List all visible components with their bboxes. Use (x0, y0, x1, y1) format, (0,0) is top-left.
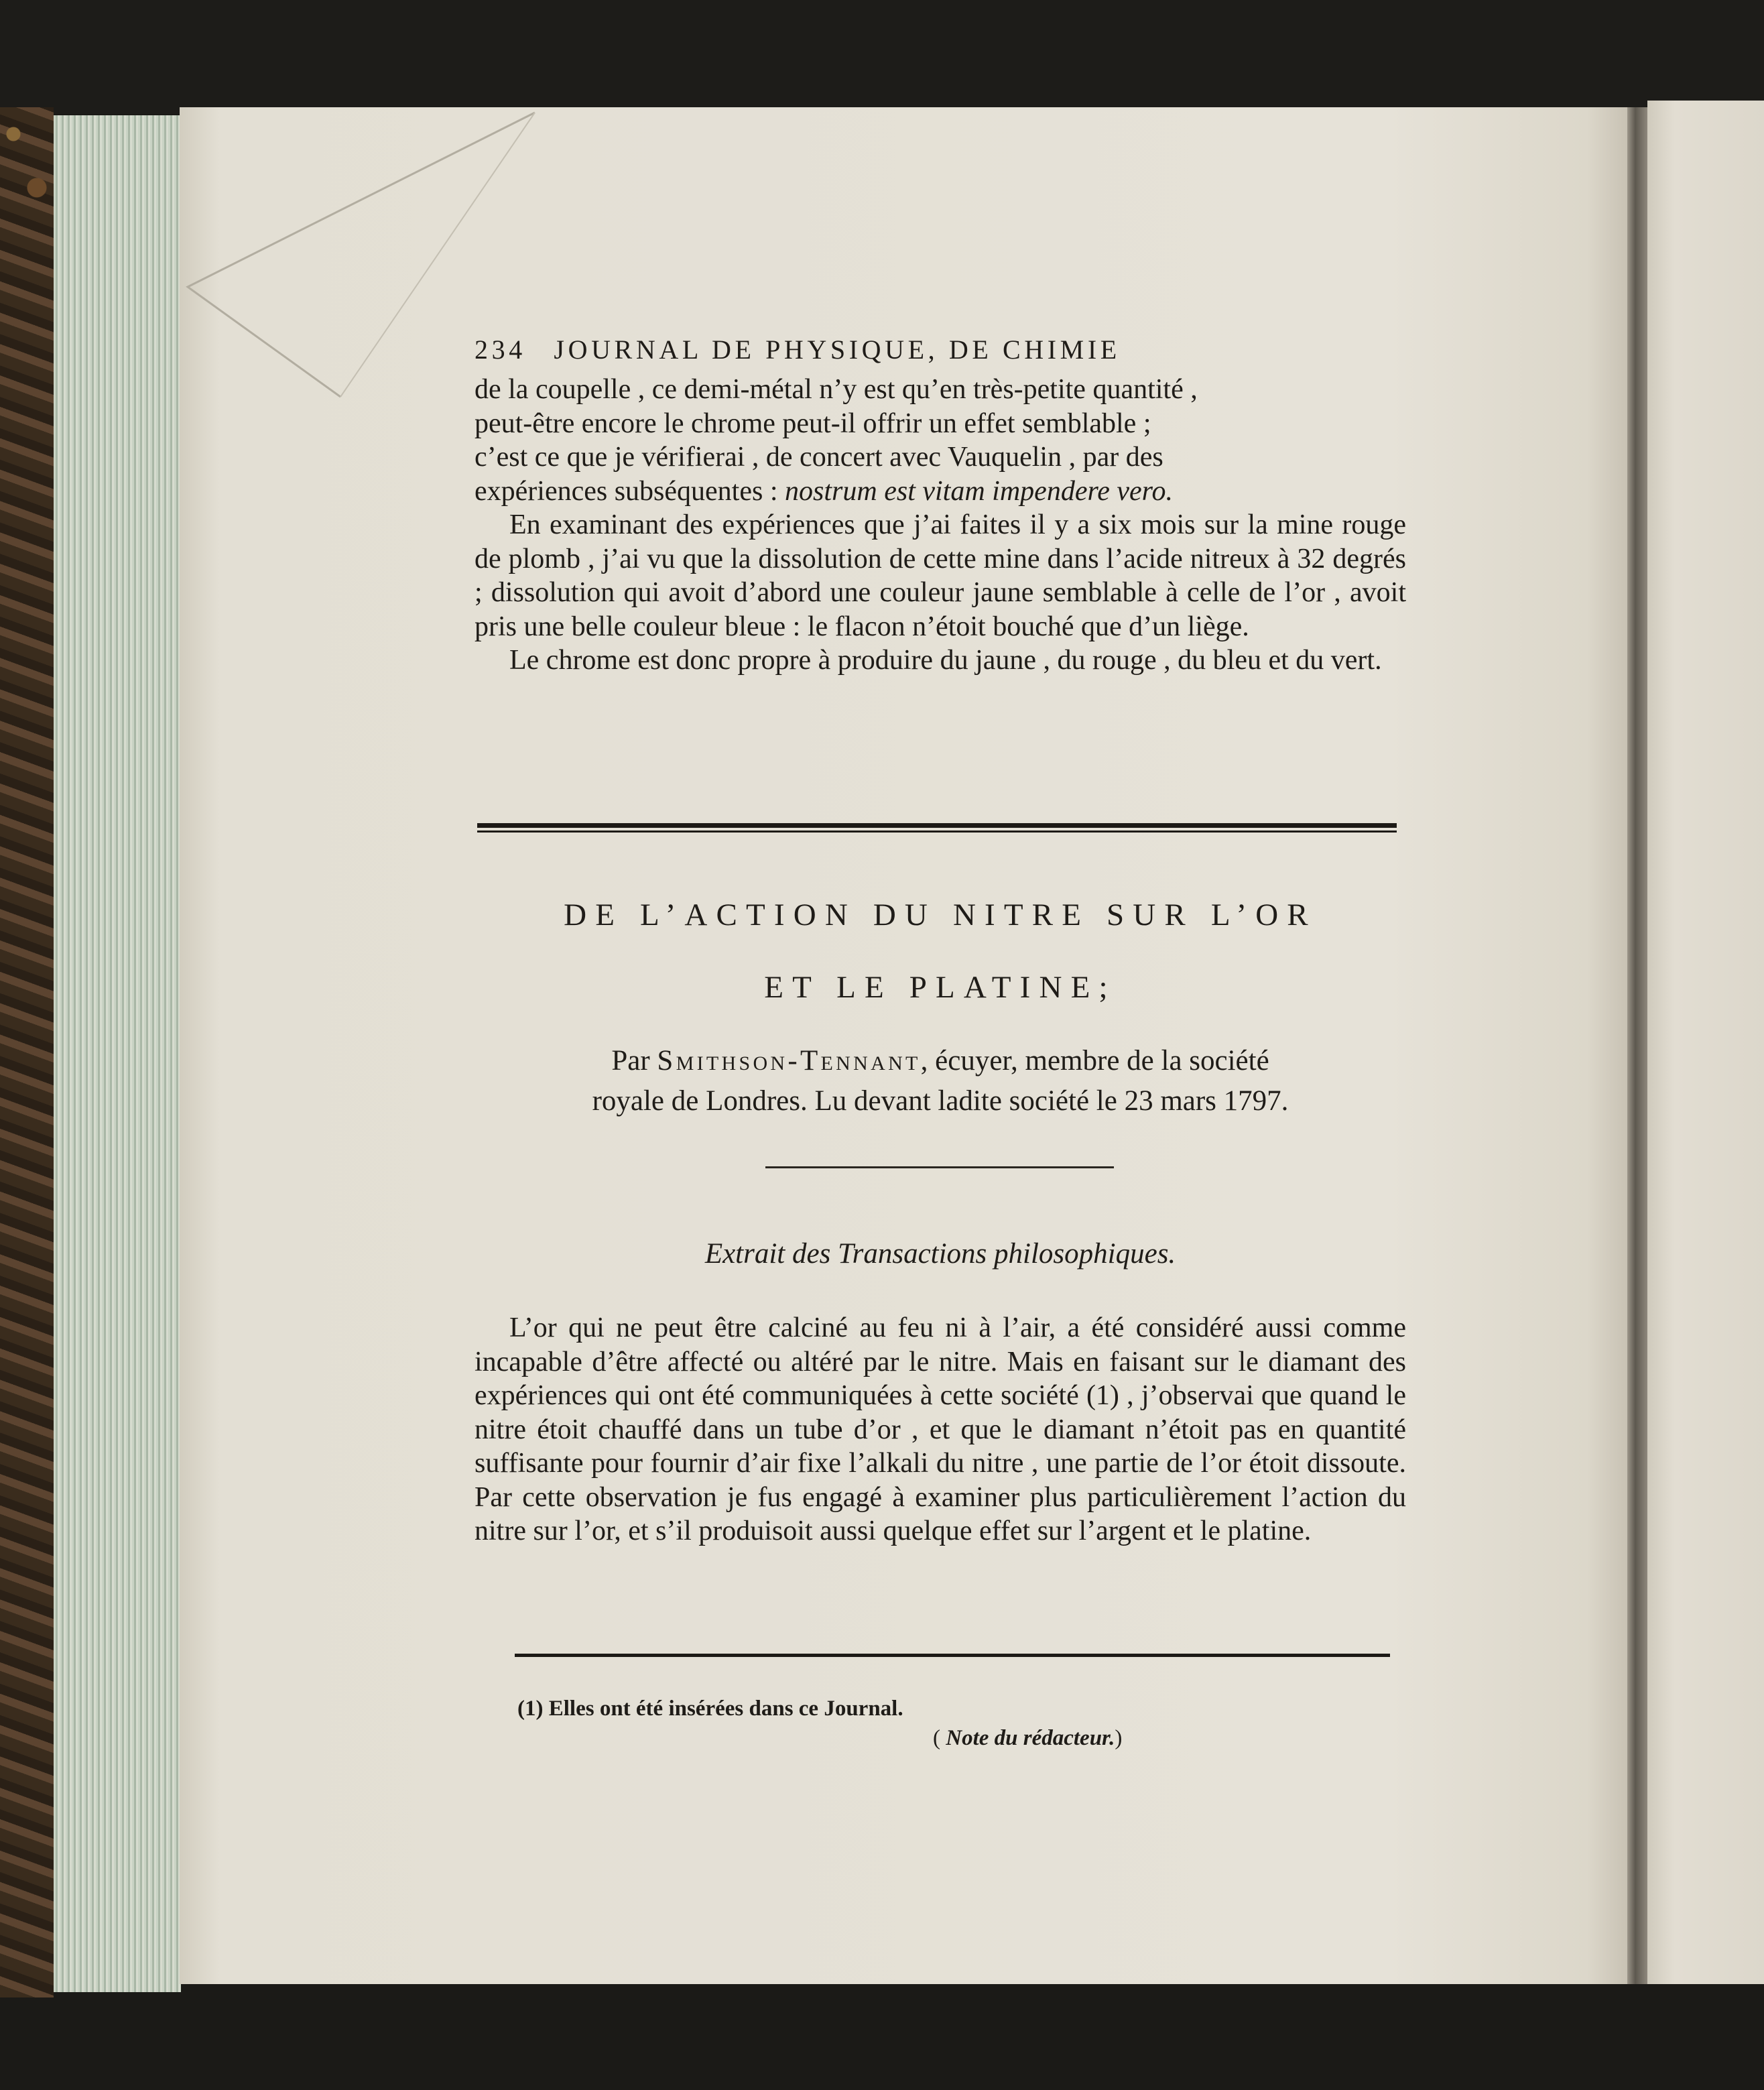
text-line: c’est ce que je vérifierai , de concert avec Vauquelin , par des (475, 442, 1163, 473)
paragraph: Le chrome est donc propre à produire du jaune , du rouge , du bleu et du vert. (509, 645, 1382, 676)
journal-title: JOURNAL DE PHYSIQUE, DE CHIMIE (554, 334, 1121, 365)
editor-note (933, 1723, 1389, 1753)
running-head (475, 334, 1299, 367)
short-divider (765, 1166, 1114, 1168)
page-edges (54, 115, 181, 1992)
editor-note-close: ) (1115, 1726, 1123, 1750)
byline-text-1: , écuyer, membre de la société (920, 1045, 1269, 1077)
byline (475, 1041, 1406, 1121)
editor-note-text: Note du rédacteur. (946, 1726, 1115, 1750)
book-gutter (1627, 107, 1647, 1984)
article-subtitle: Extrait des Transactions philosophiques. (704, 1238, 1176, 1270)
paragraph: L’or qui ne peut être calciné au feu ni à l’air, a été considéré aussi comme incapable d’être affecté ou altéré par le nitre. Mais en faisant sur le diamant des expériences qui ont été communiquées à cette société (1) , j’observai que quand le nitre étoit chauffé dans un tube d’or , et que le diamant n’étoit pas en quantité suffisante pour fournir d’air fixe l’alkali du nitre , une partie de l’or étoit dissoute. Par cette observation je fus engagé à examiner plus particulièrement l’action du nitre sur l’or, et s’il produisoit aussi quelque effet sur l’argent et le platine. (475, 1312, 1406, 1546)
text-line: de la coupelle , ce demi-métal n’y est qu’en très-petite quantité , (475, 374, 1198, 405)
footnote-text: (1) Elles ont été insérées dans ce Journal. (517, 1697, 903, 1721)
text-line (475, 475, 1406, 509)
latin-motto: nostrum est vitam impendere vero. (785, 475, 1173, 507)
byline-prefix: Par (611, 1045, 650, 1077)
marbled-cover (0, 107, 54, 1997)
folded-corner-crease (180, 107, 555, 416)
text-line-start: expériences subséquentes : (475, 475, 778, 507)
article-title-line-2: ET LE PLATINE; (764, 970, 1117, 1005)
byline-text-2: royale de Londres. Lu devant ladite société le 23 mars 1797. (592, 1085, 1289, 1117)
paragraph: En examinant des expériences que j’ai faites il y a six mois sur la mine rouge de plomb , j’ai vu que la dissolution de cette mine dans l’acide nitreux à 32 degrés ; dissolution qui avoit d’abord une couleur jaune semblable à celle de l’or , avoit pris une belle couleur bleue : le flacon n’étoit bouché que d’un liège. (475, 509, 1406, 642)
article-title-line-1: DE L’ACTION DU NITRE SUR L’OR (564, 898, 1317, 932)
continued-text (475, 373, 1406, 678)
section-divider (477, 823, 1397, 833)
text-line: peut-être encore le chrome peut-il offrir un effet semblable ; (475, 408, 1151, 439)
page-number: 234 (475, 334, 526, 365)
article-body (475, 1311, 1406, 1548)
footnote-divider (515, 1654, 1390, 1657)
editor-note-open: ( (933, 1726, 940, 1750)
dark-background-bottom (0, 1984, 1764, 2090)
dark-background-top (0, 0, 1764, 114)
divider-thick-line (477, 823, 1397, 828)
right-page-edge (1647, 101, 1764, 1984)
divider-thin-line (477, 831, 1397, 833)
footnote (517, 1694, 1389, 1753)
author-name: Smithson-Tennant (657, 1045, 921, 1077)
